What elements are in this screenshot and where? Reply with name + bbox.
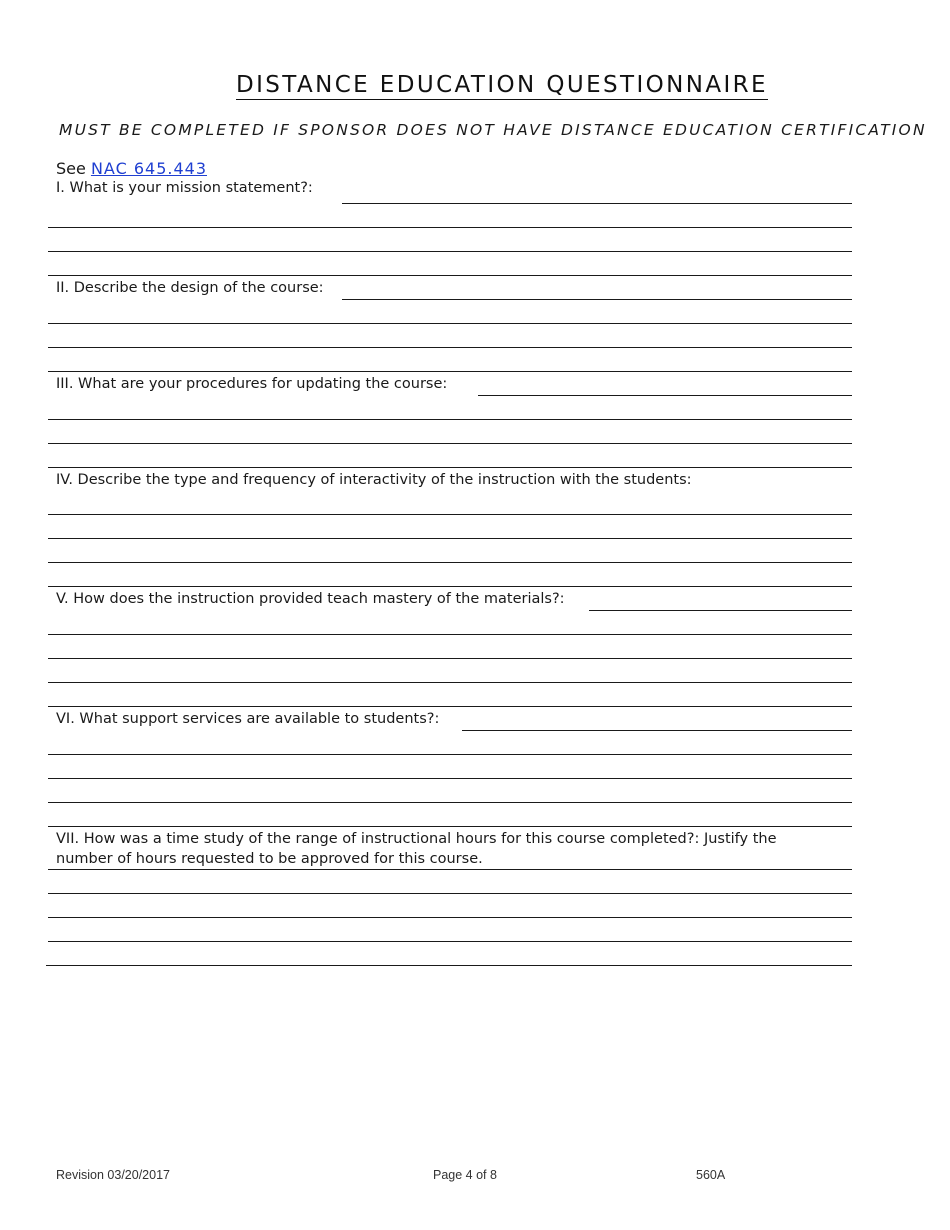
- form-title: DISTANCE EDUCATION QUESTIONNAIRE: [236, 72, 768, 98]
- question-2-answer-line-3[interactable]: [48, 347, 852, 348]
- question-7-label: VII. How was a time study of the range of instructional hours for this course completed?: Justify the number of hours requested to be approved for this course.: [56, 831, 777, 867]
- question-3-answer-line-1[interactable]: [478, 395, 852, 396]
- question-6-answer-line-3[interactable]: [48, 778, 852, 779]
- question-2-answer-line-1[interactable]: [342, 299, 852, 300]
- question-6-label: VI. What support services are available to students?:: [56, 711, 440, 727]
- question-4-answer-line-3[interactable]: [48, 562, 852, 563]
- question-2-answer-line-2[interactable]: [48, 323, 852, 324]
- question-5-answer-line-4[interactable]: [48, 682, 852, 683]
- question-7-answer-line-1[interactable]: [48, 869, 852, 870]
- form-subtitle: MUST BE COMPLETED IF SPONSOR DOES NOT HAVE DISTANCE EDUCATION CERTIFICATION: [59, 121, 927, 139]
- nac-link[interactable]: NAC 645.443: [90, 159, 207, 178]
- question-1-answer-line-1[interactable]: [342, 203, 852, 204]
- question-5-answer-line-3[interactable]: [48, 658, 852, 659]
- question-3-answer-line-2[interactable]: [48, 419, 852, 420]
- question-7-answer-line-4[interactable]: [48, 941, 852, 942]
- revision-date: Revision 03/20/2017: [56, 1168, 170, 1182]
- question-6-answer-line-4[interactable]: [48, 802, 852, 803]
- question-2-label: II. Describe the design of the course:: [56, 280, 324, 296]
- question-4-answer-line-4[interactable]: [48, 586, 852, 587]
- question-5-answer-line-2[interactable]: [48, 634, 852, 635]
- question-1-answer-line-4[interactable]: [48, 275, 852, 276]
- question-7-answer-line-3[interactable]: [48, 917, 852, 918]
- form-number: 560A: [696, 1168, 726, 1182]
- question-4-answer-line-2[interactable]: [48, 538, 852, 539]
- question-5-answer-line-5[interactable]: [48, 706, 852, 707]
- question-5-answer-line-1[interactable]: [589, 610, 852, 611]
- question-6-answer-line-2[interactable]: [48, 754, 852, 755]
- question-3-label: III. What are your procedures for updating the course:: [56, 376, 448, 392]
- question-2-answer-line-4[interactable]: [48, 371, 852, 372]
- question-5-label: V. How does the instruction provided teach mastery of the materials?:: [56, 591, 565, 607]
- question-7-answer-line-2[interactable]: [48, 893, 852, 894]
- question-1-answer-line-2[interactable]: [48, 227, 852, 228]
- see-prefix: See: [56, 159, 86, 178]
- question-1-answer-line-3[interactable]: [48, 251, 852, 252]
- question-4-label: IV. Describe the type and frequency of interactivity of the instruction with the students:: [56, 472, 692, 488]
- question-7-answer-line-5[interactable]: [46, 965, 852, 966]
- page-number: Page 4 of 8: [433, 1168, 497, 1182]
- question-6-answer-line-1[interactable]: [462, 730, 852, 731]
- see-reference: [56, 159, 207, 178]
- question-3-answer-line-4[interactable]: [48, 467, 852, 468]
- question-3-answer-line-3[interactable]: [48, 443, 852, 444]
- question-6-answer-line-5[interactable]: [48, 826, 852, 827]
- question-4-answer-line-1[interactable]: [48, 514, 852, 515]
- question-1-label: I. What is your mission statement?:: [56, 180, 313, 196]
